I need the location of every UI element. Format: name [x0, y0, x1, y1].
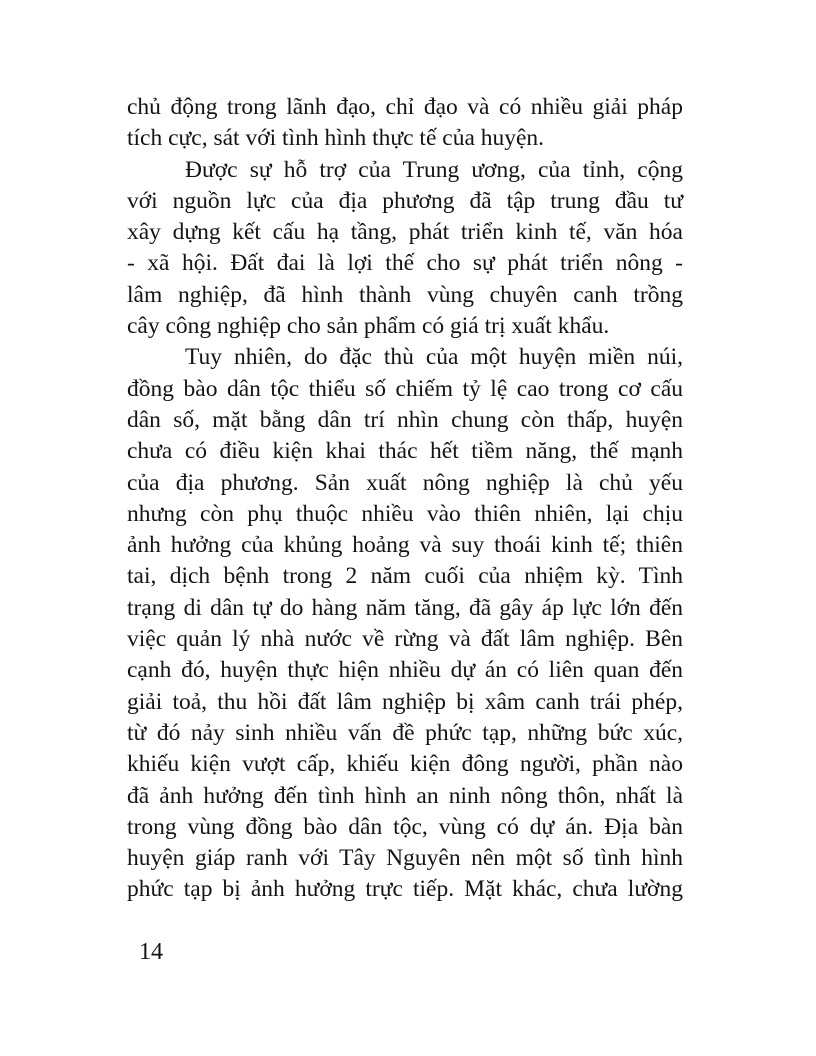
text-line: nhưng còn phụ thuộc nhiều vào thiên nhiên, lại chịu	[127, 500, 683, 527]
text-line: của địa phương. Sản xuất nông nghiệp là chủ yếu	[127, 469, 683, 496]
text-line: Tuy nhiên, do đặc thù của một huyện miền núi,	[185, 344, 683, 371]
text-line: huyện giáp ranh với Tây Nguyên nên một số tình hình	[127, 845, 683, 872]
text-line: xây dựng kết cấu hạ tầng, phát triển kinh tế, văn hóa	[127, 219, 683, 246]
text-line: - xã hội. Đất đai là lợi thế cho sự phát triển nông -	[127, 250, 683, 277]
text-line: phức tạp bị ảnh hưởng trực tiếp. Mặt khác, chưa lường	[127, 876, 683, 903]
text-line: cây công nghiệp cho sản phẩm có giá trị xuất khẩu.	[127, 313, 610, 340]
page-number: 14	[139, 939, 163, 965]
text-line: chủ động trong lãnh đạo, chỉ đạo và có nhiều giải pháp	[127, 94, 683, 120]
text-line: cạnh đó, huyện thực hiện nhiều dự án có liên quan đến	[127, 657, 683, 684]
text-line: đồng bào dân tộc thiểu số chiếm tỷ lệ cao trong cơ cấu	[127, 375, 683, 402]
text-line: lâm nghiệp, đã hình thành vùng chuyên canh trồng	[127, 281, 683, 308]
text-line: tai, dịch bệnh trong 2 năm cuối của nhiệm kỳ. Tình	[127, 563, 683, 590]
text-line: trạng di dân tự do hàng năm tăng, đã gây áp lực lớn đến	[127, 594, 683, 621]
text-line: giải toả, thu hồi đất lâm nghiệp bị xâm canh trái phép,	[127, 688, 683, 715]
text-line: ảnh hưởng của khủng hoảng và suy thoái kinh tế; thiên	[127, 532, 683, 559]
body-text	[127, 92, 683, 906]
text-line: tích cực, sát với tình hình thực tế của huyện.	[127, 125, 545, 152]
text-line: dân số, mặt bằng dân trí nhìn chung còn thấp, huyện	[127, 406, 683, 433]
text-line: trong vùng đồng bào dân tộc, vùng có dự án. Địa bàn	[127, 813, 683, 840]
text-line: với nguồn lực của địa phương đã tập trung đầu tư	[127, 187, 683, 214]
text-line: khiếu kiện vượt cấp, khiếu kiện đông người, phần nào	[127, 751, 683, 778]
text-line: từ đó nảy sinh nhiều vấn đề phức tạp, những bức xúc,	[127, 719, 683, 746]
text-line: đã ảnh hưởng đến tình hình an ninh nông thôn, nhất là	[127, 782, 683, 809]
text-line: việc quản lý nhà nước về rừng và đất lâm nghiệp. Bên	[127, 626, 683, 653]
text-line: chưa có điều kiện khai thác hết tiềm năng, thế mạnh	[127, 438, 683, 465]
text-line: Được sự hỗ trợ của Trung ương, của tỉnh, cộng	[185, 156, 683, 183]
